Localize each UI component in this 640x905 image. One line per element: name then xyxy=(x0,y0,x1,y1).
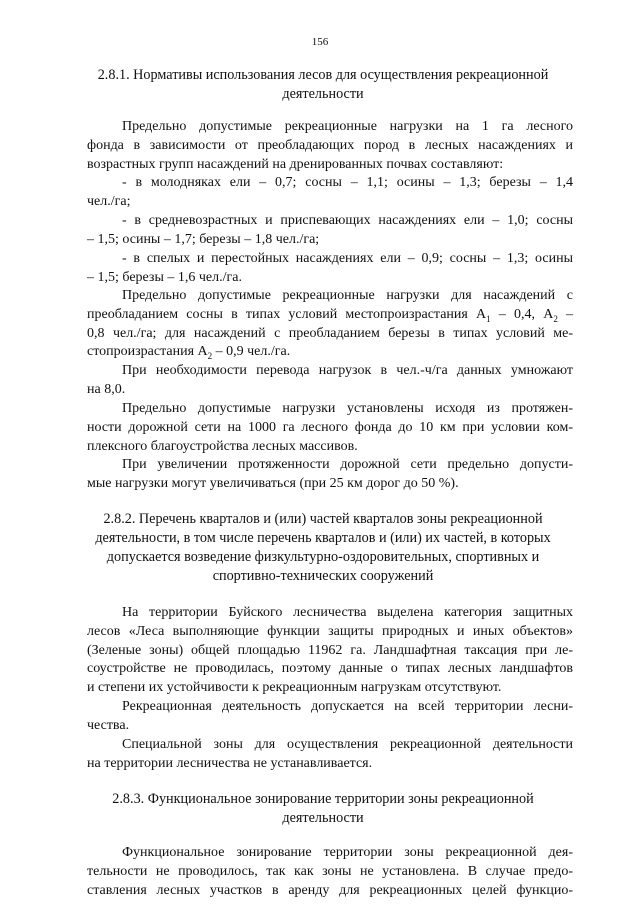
paragraph xyxy=(87,604,573,698)
text-line: возрастных групп насаждений на дренированных почвах составляют: xyxy=(87,156,504,172)
text-line: Функциональное зонирование территории зоны рекреационной дея- xyxy=(122,845,573,860)
page-number: 156 xyxy=(311,36,329,48)
text-line: ности дорожной сети на 1000 га лесного фонда до 10 км при условии ком- xyxy=(87,419,573,435)
text-line: ставления лесных участков в аренду для рекреационных целей функцио- xyxy=(87,882,573,898)
heading-line: спортивно-технических сооружений xyxy=(212,568,434,584)
text-line: мые нагрузки могут увеличиваться (при 25 км дорог до 50 %). xyxy=(87,475,459,491)
text-line: - в средневозрастных и приспевающих насаждениях ели – 1,0; сосны xyxy=(122,213,573,228)
heading-line: 2.8.2. Перечень кварталов и (или) частей кварталов зоны рекреационной xyxy=(103,511,543,527)
text-line: Предельно допустимые рекреационные нагрузки для насаждений с xyxy=(122,288,573,303)
text-line: тельности не проводилось, так как зоны не установлена. В случае предо- xyxy=(87,863,573,879)
text-line: – 1,5; осины – 1,7; березы – 1,8 чел./га; xyxy=(87,231,320,247)
text-line: на территории лесничества не устанавливается. xyxy=(87,755,373,771)
text-line: стопроизрастания $А_2 - 0,9$ чел./га. xyxy=(87,344,291,362)
text-line: Предельно допустимые нагрузки установлены исходя из протяжен- xyxy=(122,401,573,416)
paragraph xyxy=(87,844,573,900)
paragraph xyxy=(87,736,573,774)
heading-line: деятельности xyxy=(282,86,364,102)
text-line: Специальной зоны для осуществления рекреационной деятельности xyxy=(122,737,573,752)
paragraph xyxy=(87,212,573,250)
heading-line: допускается возведение физкультурно-оздоровительных, спортивных и xyxy=(106,549,540,565)
text-line: и степени их устойчивости к рекреационным нагрузкам отсутствуют. xyxy=(87,680,502,696)
text-line: - в молодняках ели – 0,7; сосны – 1,1; осины – 1,3; березы – 1,4 xyxy=(122,175,573,190)
text-line: чества. xyxy=(87,717,130,733)
paragraph xyxy=(87,400,573,456)
text-line: на 8,0. xyxy=(87,381,126,397)
paragraph xyxy=(87,456,573,494)
text-line: - в спелых и перестойных насаждениях ели – 0,9; сосны – 1,3; осины xyxy=(122,251,573,266)
heading-line: деятельности xyxy=(282,810,364,826)
section-heading-2-8-2 xyxy=(80,510,566,586)
section-heading-2-8-1 xyxy=(80,66,566,104)
text-line: Рекреационная деятельность допускается на всей территории лесни- xyxy=(122,699,573,714)
text-line: чел./га; xyxy=(87,193,131,209)
text-line: (Зеленые зоны) общей площадью 11962 га. Ландшафтная таксация при ле- xyxy=(87,642,573,658)
heading-line: деятельности, в том числе перечень кварталов и (или) их частей, в которых xyxy=(95,530,551,546)
text-line: соустройстве не проводилась, поэтому данные о типах лесных ландшафтов xyxy=(87,661,573,677)
text-line: При увеличении протяженности дорожной сети предельно допусти- xyxy=(122,457,573,472)
paragraph xyxy=(87,118,573,174)
text-line: При необходимости перевода нагрузок в чел.-ч/га данных умножают xyxy=(122,363,573,378)
text-line: преобладанием сосны в типах условий местопроизрастания $А_1 - 0,4$, $А_2$ – xyxy=(87,306,573,324)
paragraph xyxy=(87,287,573,362)
text-line: плексного благоустройства лесных массивов. xyxy=(87,438,358,454)
heading-line: 2.8.3. Функциональное зонирование территории зоны рекреационной xyxy=(112,791,534,807)
paragraph xyxy=(87,174,573,212)
text-line: 0,8 чел./га; для насаждений с преобладанием березы в типах условий ме- xyxy=(87,325,573,341)
paragraph xyxy=(87,362,573,400)
paragraph xyxy=(87,698,573,736)
text-line: – 1,5; березы – 1,6 чел./га. xyxy=(87,269,242,285)
text-line: фонда в зависимости от преобладающих пород в лесных насаждениях и xyxy=(87,137,573,153)
text-line: На территории Буйского лесничества выделена категория защитных xyxy=(122,605,573,620)
heading-line: 2.8.1. Нормативы использования лесов для осуществления рекреационной xyxy=(97,67,549,83)
section-heading-2-8-3 xyxy=(80,790,566,828)
paragraph xyxy=(87,250,573,288)
text-line: лесов «Леса выполняющие функции защиты природных и иных объектов» xyxy=(87,623,573,639)
text-line: Предельно допустимые рекреационные нагрузки на 1 га лесного xyxy=(122,119,573,134)
